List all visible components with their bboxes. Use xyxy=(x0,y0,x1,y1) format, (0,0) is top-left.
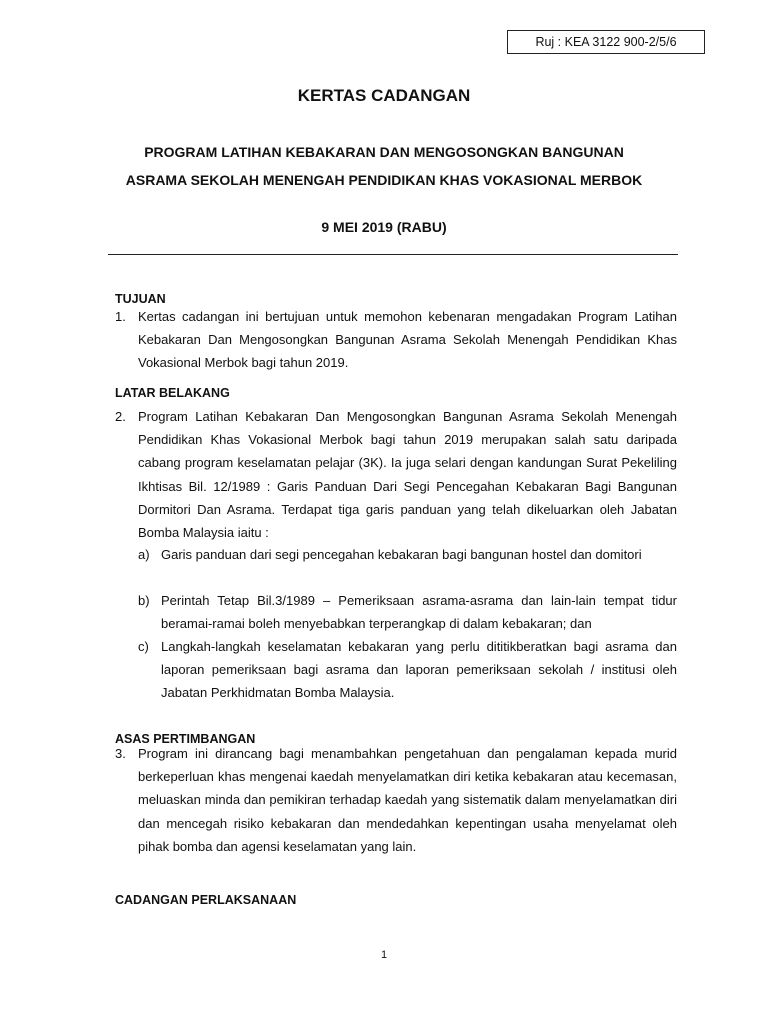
paragraph-3 xyxy=(115,742,677,858)
program-title-line-2: ASRAMA SEKOLAH MENENGAH PENDIDIKAN KHAS VOKASIONAL MERBOK xyxy=(125,172,643,188)
page-number: 1 xyxy=(380,949,388,961)
paragraph-2 xyxy=(115,405,677,544)
document-title: KERTAS CADANGAN xyxy=(297,86,471,105)
paragraph-text: Kertas cadangan ini bertujuan untuk memohon kebenaran mengadakan Program Latihan Kebakaran Dan Mengosongkan Bangunan Asrama Sekolah Menengah Pendidikan Khas Vokasional Merbok bagi tahun 2019. xyxy=(138,309,677,371)
list-item-label: a) xyxy=(138,547,150,562)
program-title-line-1: PROGRAM LATIHAN KEBAKARAN DAN MENGOSONGKAN BANGUNAN xyxy=(144,144,624,160)
paragraph-number: 3. xyxy=(115,746,126,761)
paragraph-text: Program ini dirancang bagi menambahkan pengetahuan dan pengalaman kepada murid berkeperluan khas mengenai kaedah menyelamatkan diri ketika kebakaran atau kecemasan, meluaskan minda dan pemikiran terhadap kaedah yang sistematik dalam menyelamatkan diri dan mencegah risiko kebakaran dan mendedahkan kepentingan usaha menyelamat oleh pihak bomba dan agensi keselamatan yang lain. xyxy=(138,746,677,854)
paragraph-1 xyxy=(115,305,677,375)
list-item-c xyxy=(138,635,677,705)
list-item-label: b) xyxy=(138,593,150,608)
section-heading-latar-belakang: LATAR BELAKANG xyxy=(115,386,230,400)
reference-number-box: Ruj : KEA 3122 900-2/5/6 xyxy=(507,30,705,54)
list-item-text: Garis panduan dari segi pencegahan kebakaran bagi bangunan hostel dan domitori xyxy=(161,547,642,562)
paragraph-text: Program Latihan Kebakaran Dan Mengosongkan Bangunan Asrama Sekolah Menengah Pendidikan Khas Vokasional Merbok bagi tahun 2019 merupakan salah satu daripada cabang program keselamatan pelajar (3K). Ia juga selari dengan kandungan Surat Pekeliling Ikhtisas Bil. 12/1989 : Garis Panduan Dari Segi Pencegahan Kebakaran Bagi Bangunan Dormitori Dan Asrama. Terdapat tiga garis panduan yang telah dikeluarkan oleh Jabatan Bomba Malaysia iaitu : xyxy=(138,409,677,541)
section-heading-tujuan: TUJUAN xyxy=(115,292,166,306)
section-heading-asas-pertimbangan: ASAS PERTIMBANGAN xyxy=(115,732,256,746)
list-item-b xyxy=(138,589,677,635)
list-item-text: Perintah Tetap Bil.3/1989 – Pemeriksaan asrama-asrama dan lain-lain tempat tidur beramai-ramai boleh menyebabkan terperangkap di dalam kebakaran; dan xyxy=(161,593,677,632)
list-item-text: Langkah-langkah keselamatan kebakaran yang perlu dititikberatkan bagi asrama dan laporan pemeriksaan bagi asrama dan laporan pemeriksaan sekolah / institusi oleh Jabatan Perkhidmatan Bomba Malaysia. xyxy=(161,639,677,701)
program-date: 9 MEI 2019 (RABU) xyxy=(321,219,447,235)
list-item-label: c) xyxy=(138,639,149,654)
section-heading-cadangan-perlaksanaan: CADANGAN PERLAKSANAAN xyxy=(115,893,297,907)
paragraph-number: 1. xyxy=(115,309,126,324)
paragraph-number: 2. xyxy=(115,409,126,424)
list-item-a xyxy=(138,543,677,566)
header-divider xyxy=(108,254,678,255)
